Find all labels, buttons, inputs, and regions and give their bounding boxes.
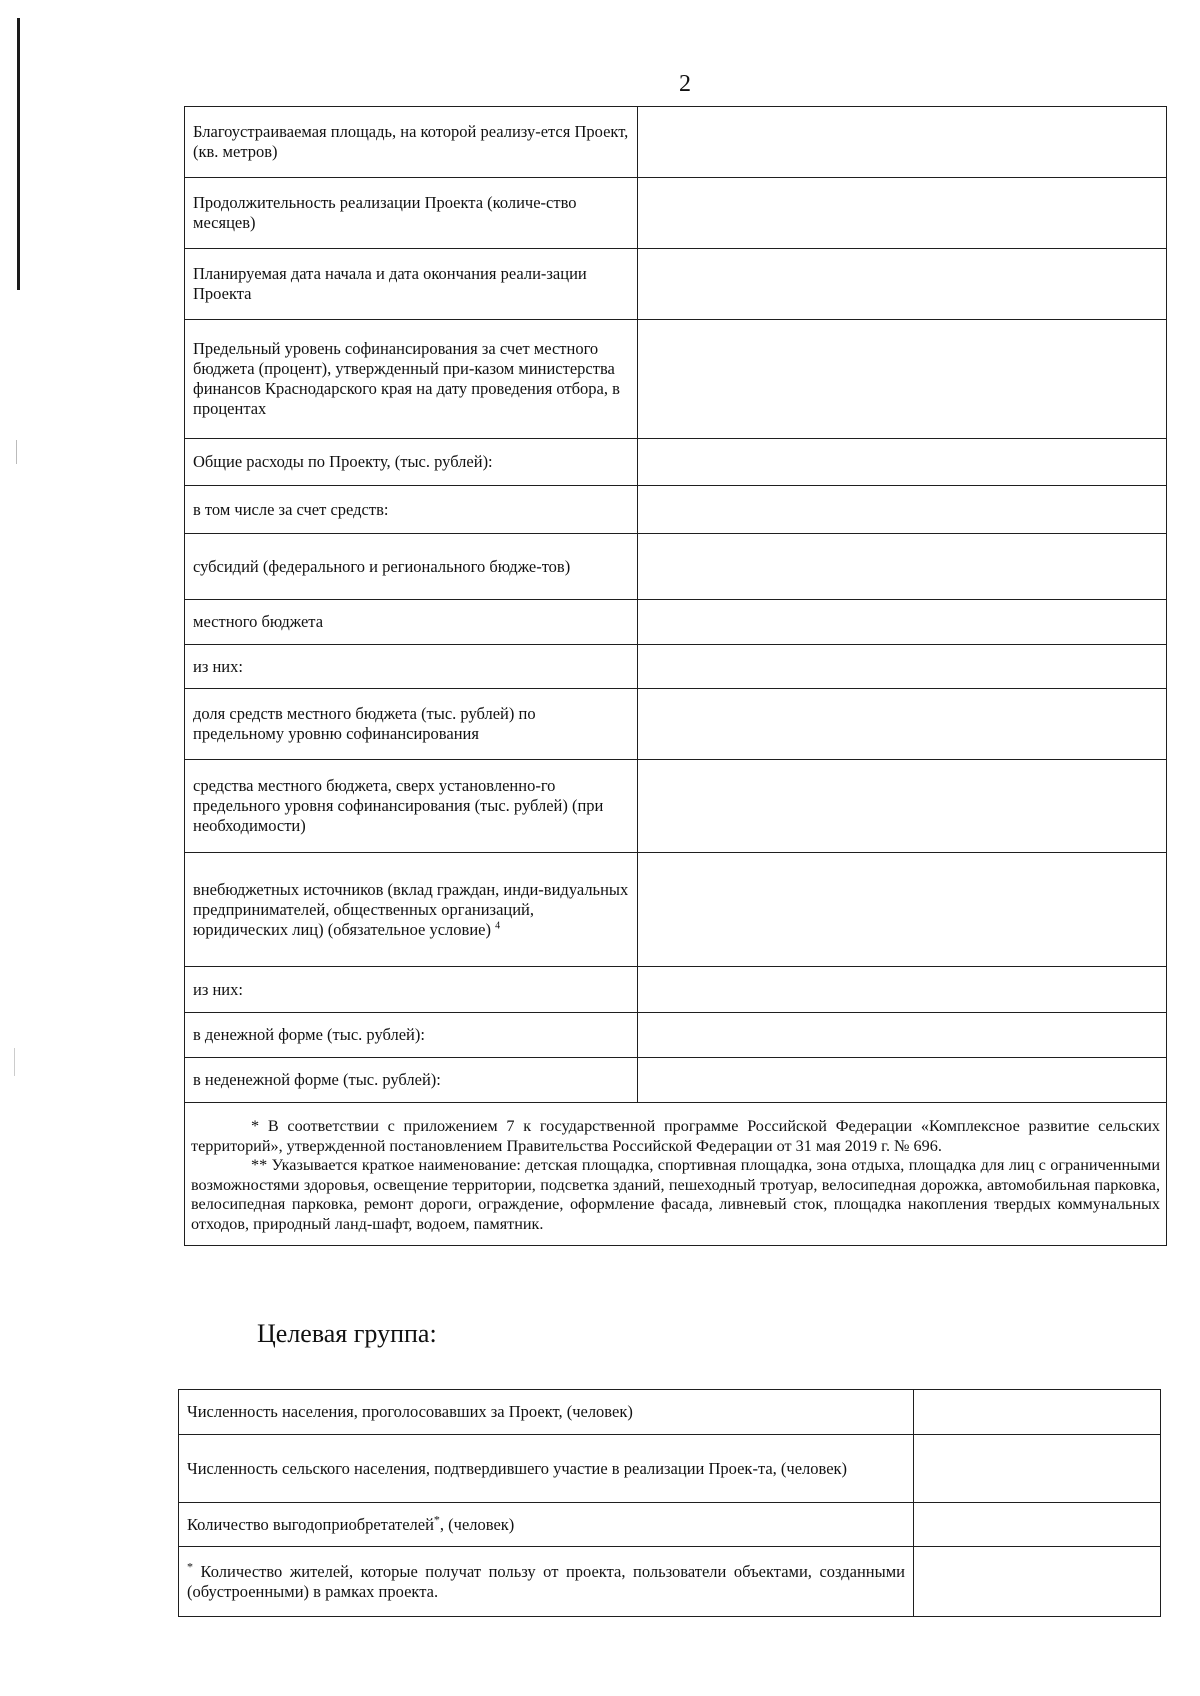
row-value-cell [638,439,1167,486]
row-value-cell [638,249,1167,320]
table-row [185,967,1167,1013]
row-label [179,1503,914,1547]
page-number: 2 [679,71,691,97]
note-short-names: ** Указывается краткое наименование: детская площадка, спортивная площадка, зона отдыха, площадка для лиц с ограниченными возможностями здоровья, освещение территории, подсветка зданий, пешеходный тротуар, велосипедная дорожка, автомобильная парковка, велосипедная парковка, ремонт дороги, ограждение, оформление фасада, ливневый сток, площадка накопления твердых коммунальных отходов, природный ланд-шафт, водоем, памятник. [191,1156,1160,1233]
row-label: Общие расходы по Проекту, (тыс. рублей): [185,439,638,486]
row-value-cell [638,534,1167,600]
table-row [185,486,1167,534]
row-value-cell [638,600,1167,645]
scan-margin-speck [16,440,17,464]
table-row [185,439,1167,486]
table-row [179,1390,1161,1435]
table-row [185,1058,1167,1103]
table-row [185,1103,1167,1246]
row-value-cell [638,689,1167,760]
table-row [185,107,1167,178]
row-label: из них: [185,645,638,689]
table-row [185,760,1167,853]
row-label: Планируемая дата начала и дата окончания реали-зации Проекта [185,249,638,320]
row-label: Продолжительность реализации Проекта (количе-ство месяцев) [185,178,638,249]
row-value-cell [914,1503,1161,1547]
row-label-text: внебюджетных источников (вклад граждан, инди-видуальных предпринимателей, общественных организаций, юридических лиц) (обязательное условие) [193,879,629,939]
table-row [185,249,1167,320]
row-label: в неденежной форме (тыс. рублей): [185,1058,638,1103]
row-value-cell [638,645,1167,689]
table-row [185,534,1167,600]
row-value-cell [638,853,1167,967]
row-label: доля средств местного бюджета (тыс. рублей) по предельному уровню софинансирования [185,689,638,760]
scan-margin-speck [14,1048,15,1076]
row-value-cell [638,107,1167,178]
scan-margin-line [17,18,20,290]
row-label: местного бюджета [185,600,638,645]
footnote-star: * [187,1559,193,1573]
row-label: Численность сельского населения, подтвердившего участие в реализации Проек-та, (человек) [179,1435,914,1503]
row-value-cell [638,760,1167,853]
row-value-cell [914,1390,1161,1435]
table-row [185,1013,1167,1058]
row-value-cell [914,1547,1161,1617]
row-value-cell [638,967,1167,1013]
row-label [185,853,638,967]
row-label: Благоустраиваемая площадь, на которой реализу-ется Проект, (кв. метров) [185,107,638,178]
row-value-cell [638,1013,1167,1058]
table-row [179,1547,1161,1617]
target-group-table [178,1389,1161,1617]
row-value-cell [914,1435,1161,1503]
table-row [179,1435,1161,1503]
row-label: в том числе за счет средств: [185,486,638,534]
footnote-ref: 4 [495,920,501,931]
footnote-star: * [433,1512,440,1526]
row-label: из них: [185,967,638,1013]
row-label-suffix: , (человек) [439,1514,515,1534]
table-row [185,689,1167,760]
table-row [185,320,1167,439]
row-label: субсидий (федерального и регионального бюдже-тов) [185,534,638,600]
row-label: Предельный уровень софинансирования за счет местного бюджета (процент), утвержденный при-казом министерства финансов Краснодарского края на дату проведения отбора, в процентах [185,320,638,439]
row-value-cell [638,320,1167,439]
table-row [185,178,1167,249]
project-parameters-table [184,106,1167,1246]
note-federal-program: * В соответствии с приложением 7 к государственной программе Российской Федерации «Комплексное развитие сельских территорий», утвержденной постановлением Правительства Российской Федерации от 31 мая 2019 г. № 696. [191,1117,1160,1155]
row-value-cell [638,486,1167,534]
notes-cell [185,1103,1167,1246]
footnote-text: Количество жителей, которые получат пользу от проекта, пользователи объектами, созданными (обустроенными) в рамках проекта. [187,1561,905,1601]
table-row [179,1503,1161,1547]
row-value-cell [638,1058,1167,1103]
table-row [185,600,1167,645]
row-label-text: Количество выгодоприобретателей [187,1514,434,1534]
row-value-cell [638,178,1167,249]
row-label: Численность населения, проголосовавших за Проект, (человек) [179,1390,914,1435]
row-label: в денежной форме (тыс. рублей): [185,1013,638,1058]
section-title: Целевая группа: [257,1319,437,1348]
footnote-cell [179,1547,914,1617]
row-label: средства местного бюджета, сверх установленно-го предельного уровня софинансирования (тыс. рублей) (при необходимости) [185,760,638,853]
table-row [185,645,1167,689]
table-row [185,853,1167,967]
